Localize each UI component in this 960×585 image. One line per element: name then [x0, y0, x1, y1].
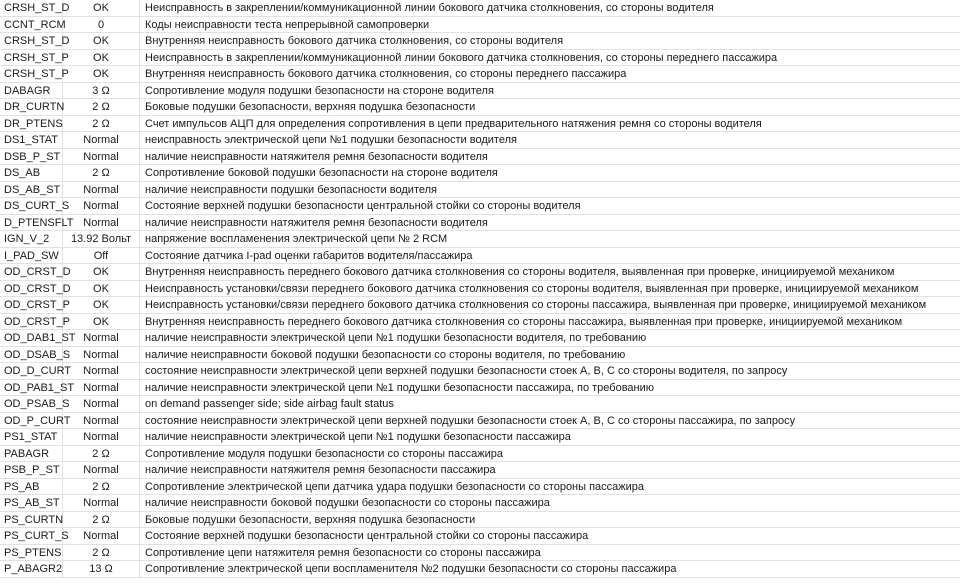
parameter-value-cell: Normal: [63, 347, 140, 363]
parameter-name-cell: D_PTENSFLT: [0, 215, 63, 231]
table-row[interactable]: [0, 314, 960, 331]
parameter-value-cell: Normal: [63, 363, 140, 379]
parameter-value-cell: 2 Ω: [63, 165, 140, 181]
table-row[interactable]: [0, 99, 960, 116]
table-row[interactable]: [0, 396, 960, 413]
parameter-name-cell: CRSH_ST_D: [0, 0, 63, 16]
parameter-description-cell: Коды неисправности теста непрерывной самопроверки: [145, 18, 430, 31]
parameter-description-cell: Сопротивление боковой подушки безопасности на стороне водителя: [145, 167, 498, 179]
parameter-description-cell: Неисправность в закреплении/коммуникационной линии бокового датчика столкновения, со стороны переднего пассажира: [145, 51, 778, 64]
parameter-name-cell: OD_DSAB_S: [0, 347, 63, 363]
parameter-description-cell: Боковые подушки безопасности, верхняя подушка безопасности: [145, 513, 476, 526]
parameter-name-cell: OD_CRST_D: [0, 281, 63, 297]
parameter-value-cell: Normal: [63, 429, 140, 445]
parameter-value-cell: 2 Ω: [63, 116, 140, 132]
table-row[interactable]: [0, 462, 960, 479]
table-row[interactable]: [0, 479, 960, 496]
parameter-value-cell: Normal: [63, 413, 140, 429]
table-row[interactable]: [0, 380, 960, 397]
table-row[interactable]: [0, 363, 960, 380]
parameter-description-cell: неисправность электрической цепи №1 подушки безопасности водителя: [145, 134, 517, 146]
parameter-name-cell: OD_CRST_P: [0, 314, 63, 330]
table-row[interactable]: [0, 116, 960, 133]
parameter-name-cell: DABAGR: [0, 83, 63, 99]
parameter-value-cell: 3 Ω: [63, 83, 140, 99]
parameter-name-cell: OD_PSAB_S: [0, 396, 63, 412]
parameter-description-cell: наличие неисправности электрической цепи №1 подушки безопасности водителя, по требованию: [145, 332, 647, 344]
table-row[interactable]: [0, 215, 960, 232]
parameter-value-cell: 2 Ω: [63, 446, 140, 462]
table-row[interactable]: [0, 198, 960, 215]
parameter-value-cell: OK: [63, 66, 140, 82]
parameter-value-cell: Normal: [63, 198, 140, 214]
parameter-name-cell: OD_CRST_D: [0, 264, 63, 280]
parameter-description-cell: Неисправность установки/связи переднего бокового датчика столкновения со стороны водителя, выявленная при проверке, инициируемой механиком: [145, 282, 919, 295]
parameter-value-cell: Normal: [63, 380, 140, 396]
table-row[interactable]: [0, 83, 960, 100]
parameter-name-cell: DR_CURTN: [0, 99, 63, 115]
parameter-value-cell: 2 Ω: [63, 545, 140, 561]
parameter-value-cell: OK: [63, 264, 140, 280]
table-row[interactable]: [0, 297, 960, 314]
parameter-name-cell: PABAGR: [0, 446, 63, 462]
parameter-name-cell: DS1_STAT: [0, 132, 63, 148]
parameter-description-cell: состояние неисправности электрической цепи верхней подушки безопасности стоек A, B, C со стороны водителя, по запросу: [145, 365, 788, 377]
parameter-name-cell: PS1_STAT: [0, 429, 63, 445]
parameter-name-cell: PS_PTENS: [0, 545, 63, 561]
parameter-description-cell: Сопротивление электрической цепи датчика удара подушки безопасности со стороны пассажира: [145, 480, 645, 493]
parameter-value-cell: OK: [63, 297, 140, 313]
parameter-description-cell: Внутренняя неисправность бокового датчика столкновения, со стороны водителя: [145, 35, 564, 47]
table-row[interactable]: [0, 165, 960, 182]
table-row[interactable]: [0, 495, 960, 512]
parameter-description-cell: Счет импульсов АЦП для определения сопротивления в цепи предварительного натяжения ремня со стороны водителя: [145, 117, 762, 130]
parameter-name-cell: PS_AB_ST: [0, 495, 63, 511]
parameter-name-cell: CRSH_ST_P: [0, 66, 63, 82]
parameter-description-cell: Боковые подушки безопасности, верхняя подушка безопасности: [145, 101, 476, 113]
parameter-name-cell: CCNT_RCM: [0, 17, 63, 33]
parameter-value-cell: Normal: [63, 528, 140, 544]
parameter-value-cell: Normal: [63, 396, 140, 412]
parameter-description-cell: наличие неисправности натяжителя ремня безопасности водителя: [145, 216, 488, 229]
parameter-description-cell: Состояние датчика I-pad оценки габаритов водителя/пассажира: [145, 249, 473, 262]
parameter-value-cell: 0: [63, 17, 140, 33]
table-row[interactable]: [0, 132, 960, 149]
parameter-value-cell: Normal: [63, 215, 140, 231]
parameter-value-cell: 13.92 Вольт: [63, 231, 140, 247]
parameter-name-cell: PSB_P_ST: [0, 462, 63, 478]
parameter-name-cell: OD_PAB1_ST: [0, 380, 63, 396]
parameter-description-cell: Внутренняя неисправность переднего бокового датчика столкновения со стороны водителя, выявленная при проверке, инициируемой механиком: [145, 266, 895, 278]
parameter-name-cell: DS_CURT_S: [0, 198, 63, 214]
parameter-description-cell: наличие неисправности электрической цепи №1 подушки безопасности пассажира: [145, 431, 571, 443]
parameter-value-cell: 2 Ω: [63, 512, 140, 528]
table-row[interactable]: [0, 545, 960, 562]
parameter-name-cell: I_PAD_SW: [0, 248, 63, 264]
parameter-value-cell: OK: [63, 50, 140, 66]
parameter-name-cell: DSB_P_ST: [0, 149, 63, 165]
parameter-description-cell: Сопротивление модуля подушки безопасности на стороне водителя: [145, 84, 494, 97]
parameter-name-cell: OD_CRST_P: [0, 297, 63, 313]
parameter-description-cell: Сопротивление цепи натяжителя ремня безопасности со стороны пассажира: [145, 546, 541, 559]
table-row[interactable]: [0, 264, 960, 281]
table-row[interactable]: [0, 429, 960, 446]
parameter-description-cell: наличие неисправности боковой подушки безопасности со стороны водителя, по требованию: [145, 348, 626, 361]
table-row[interactable]: [0, 347, 960, 364]
parameter-description-cell: наличие неисправности натяжителя ремня безопасности пассажира: [145, 464, 496, 476]
parameter-description-cell: состояние неисправности электрической цепи верхней подушки безопасности стоек A, B, C со стороны пассажира, по запросу: [145, 414, 796, 427]
table-row[interactable]: [0, 231, 960, 248]
table-row[interactable]: [0, 182, 960, 199]
parameter-value-cell: 2 Ω: [63, 99, 140, 115]
parameter-description-cell: наличие неисправности электрической цепи №1 подушки безопасности пассажира, по требованию: [145, 381, 655, 394]
parameter-value-cell: OK: [63, 314, 140, 330]
parameter-description-cell: Состояние верхней подушки безопасности центральной стойки со стороны пассажира: [145, 530, 589, 542]
parameter-description-cell: Сопротивление электрической цепи воспламенителя №2 подушки безопасности со стороны пассажира: [145, 563, 677, 575]
parameter-value-cell: Normal: [63, 132, 140, 148]
parameter-description-cell: Внутренняя неисправность переднего бокового датчика столкновения со стороны пассажира, выявленная при проверке, инициируемой механиком: [145, 315, 903, 328]
parameter-name-cell: DS_AB_ST: [0, 182, 63, 198]
parameter-description-cell: Состояние верхней подушки безопасности центральной стойки со стороны водителя: [145, 200, 581, 212]
parameter-name-cell: PS_CURTN: [0, 512, 63, 528]
parameter-value-cell: Off: [63, 248, 140, 264]
table-row[interactable]: [0, 446, 960, 463]
parameter-name-cell: DS_AB: [0, 165, 63, 181]
parameter-name-cell: IGN_V_2: [0, 231, 63, 247]
parameter-description-cell: Внутренняя неисправность бокового датчика столкновения, со стороны переднего пассажира: [145, 68, 627, 80]
table-row[interactable]: [0, 0, 960, 17]
parameter-name-cell: PS_CURT_S: [0, 528, 63, 544]
table-row[interactable]: [0, 413, 960, 430]
parameter-value-cell: OK: [63, 0, 140, 16]
parameter-description-cell: on demand passenger side; side airbag fault status: [145, 398, 394, 410]
parameter-value-cell: Normal: [63, 182, 140, 198]
parameter-name-cell: CRSH_ST_D: [0, 33, 63, 49]
parameter-value-cell: OK: [63, 281, 140, 297]
parameter-value-cell: 13 Ω: [63, 561, 140, 577]
table-row[interactable]: [0, 66, 960, 83]
table-row[interactable]: [0, 50, 960, 67]
table-row[interactable]: [0, 248, 960, 265]
parameter-description-cell: Сопротивление модуля подушки безопасности со стороны пассажира: [145, 447, 503, 460]
parameter-description-cell: наличие неисправности боковой подушки безопасности со стороны пассажира: [145, 497, 550, 509]
parameter-value-cell: Normal: [63, 462, 140, 478]
parameter-description-cell: Неисправность установки/связи переднего бокового датчика столкновения со стороны пассажира, выявленная при проверке, инициируемой механиком: [145, 299, 927, 311]
parameter-description-cell: наличие неисправности натяжителя ремня безопасности водителя: [145, 150, 488, 163]
parameter-name-cell: OD_DAB1_ST: [0, 330, 63, 346]
table-row[interactable]: [0, 330, 960, 347]
table-row[interactable]: [0, 281, 960, 298]
parameter-name-cell: P_ABAGR2: [0, 561, 63, 577]
table-row[interactable]: [0, 149, 960, 166]
parameter-description-cell: Неисправность в закреплении/коммуникационной линии бокового датчика столкновения, со стороны водителя: [145, 2, 714, 14]
table-row[interactable]: [0, 33, 960, 50]
table-row[interactable]: [0, 512, 960, 529]
table-row[interactable]: [0, 17, 960, 34]
parameter-name-cell: DR_PTENS: [0, 116, 63, 132]
table-row[interactable]: [0, 561, 960, 578]
parameter-value-cell: Normal: [63, 495, 140, 511]
parameter-description-cell: напряжение воспламенения электрической цепи № 2 RCM: [145, 233, 448, 245]
parameter-name-cell: OD_D_CURT: [0, 363, 63, 379]
parameter-value-cell: OK: [63, 33, 140, 49]
table-row[interactable]: [0, 528, 960, 545]
parameter-name-cell: CRSH_ST_P: [0, 50, 63, 66]
parameter-value-cell: Normal: [63, 149, 140, 165]
parameter-name-cell: OD_P_CURT: [0, 413, 63, 429]
parameter-value-cell: 2 Ω: [63, 479, 140, 495]
parameter-name-cell: PS_AB: [0, 479, 63, 495]
parameter-description-cell: наличие неисправности подушки безопасности водителя: [145, 183, 437, 196]
parameter-value-cell: Normal: [63, 330, 140, 346]
